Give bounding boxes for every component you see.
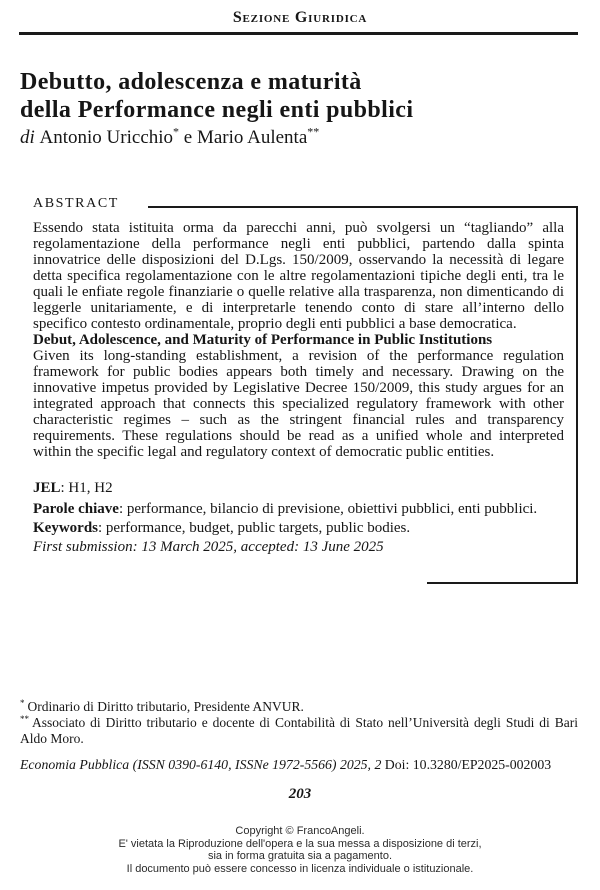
page-number: 203 [288, 786, 312, 802]
copyright-line-1: Copyright © FrancoAngeli. [235, 825, 365, 837]
byline-conjunction: e [179, 127, 197, 148]
byline-author-2: Mario Aulenta [196, 127, 308, 148]
jel-label: JEL [33, 480, 61, 496]
parole-chiave-label: Parole chiave [33, 501, 119, 517]
copyright-block [0, 825, 600, 875]
keywords-value: : performance, budget, public targets, public bodies. [98, 520, 411, 536]
byline-author-1-footnote-mark: * [173, 124, 180, 139]
header-rule [19, 32, 578, 35]
parole-chiave-line [33, 501, 564, 517]
byline-author-1: Antonio Uricchio [39, 127, 174, 148]
abstract-english-title: Debut, Adolescence, and Maturity of Performance in Public Institutions [33, 332, 493, 348]
journal-citation [20, 757, 580, 773]
footnote-1 [20, 699, 578, 715]
jel-value: : H1, H2 [60, 480, 113, 496]
abstract-box-bottom-rule [427, 582, 578, 584]
article-title-line2: della Performance negli enti pubblici [20, 97, 414, 123]
abstract-box-right-rule [576, 206, 578, 584]
abstract-english-text: Given its long-standing establishment, a revision of the performance regulation framework for public bodies appears both timely and necessary. Drawing on the innovative impetus provided by Legislative Decree 150/2009, this study argues for an integrated approach that connects this specialized regulatory framework with other characteristic regimes – such as the stringent financial rules and transparency requirements. These regulations should be read as a unified whole and interpreted within the specific legal and regulatory context of democratic public entities. [33, 348, 564, 460]
article-title [20, 68, 413, 124]
keywords-label: Keywords [33, 520, 98, 536]
footnotes [20, 699, 578, 747]
footnote-2 [20, 715, 578, 747]
abstract-box-top-rule [148, 206, 578, 208]
footnote-2-mark: ** [20, 713, 29, 724]
footnote-2-text: Associato di Diritto tributario e docente di Contabilità di Stato nell’Università degli Studi di Bari Aldo Moro. [20, 715, 578, 746]
article-title-line1: Debutto, adolescenza e maturità [20, 69, 362, 95]
keywords-line [33, 520, 564, 536]
jel-line [33, 480, 564, 496]
footnote-1-mark: * [20, 697, 25, 708]
footnote-1-text: Ordinario di Diritto tributario, Presidente ANVUR. [27, 699, 304, 714]
copyright-line-3: sia in forma gratuita sia a pagamento. [207, 850, 393, 862]
copyright-line-4: Il documento può essere concesso in licenza individuale o istituzionale. [126, 862, 474, 875]
parole-chiave-value: : performance, bilancio di previsione, obiettivi pubblici, enti pubblici. [118, 501, 538, 517]
section-header-label: Sezione Giuridica [232, 9, 368, 26]
byline-prefix: di [20, 127, 40, 148]
abstract-italian-text: Essendo stata istituita orma da parecchi anni, può svolgersi un “tagliando” alla regolamentazione della performance negli enti pubblici, partendo dalla spinta innovatrice delle disposizioni del D.Lgs. 150/2009, osservando la necessità di legare detta specifica regolamentazione con le altre regolamentazioni tipiche degli enti, tra le quali le enfiate regole finanziarie o quelle relative alla trasparenza, non dimenticando di leggerle unitariamente, e di interpretarle tenendo conto di stare all’interno dello specifico contesto ordinamentale, proprio degli enti pubblici a base democratica. [33, 220, 564, 332]
copyright-line-2: E' vietata la Riproduzione dell'opera e la sua messa a disposizione di terzi, [118, 837, 482, 850]
first-submission-line: First submission: 13 March 2025, accepted: 13 June 2025 [33, 539, 384, 555]
journal-citation-doi: Doi: 10.3280/EP2025-002003 [381, 757, 552, 772]
article-byline [20, 124, 320, 149]
abstract-label: ABSTRACT [33, 196, 119, 211]
abstract-body [33, 220, 564, 555]
byline-author-2-footnote-mark: ** [307, 124, 320, 139]
journal-citation-italic: Economia Pubblica (ISSN 0390-6140, ISSNe 1972-5566) 2025, 2 [20, 757, 382, 772]
